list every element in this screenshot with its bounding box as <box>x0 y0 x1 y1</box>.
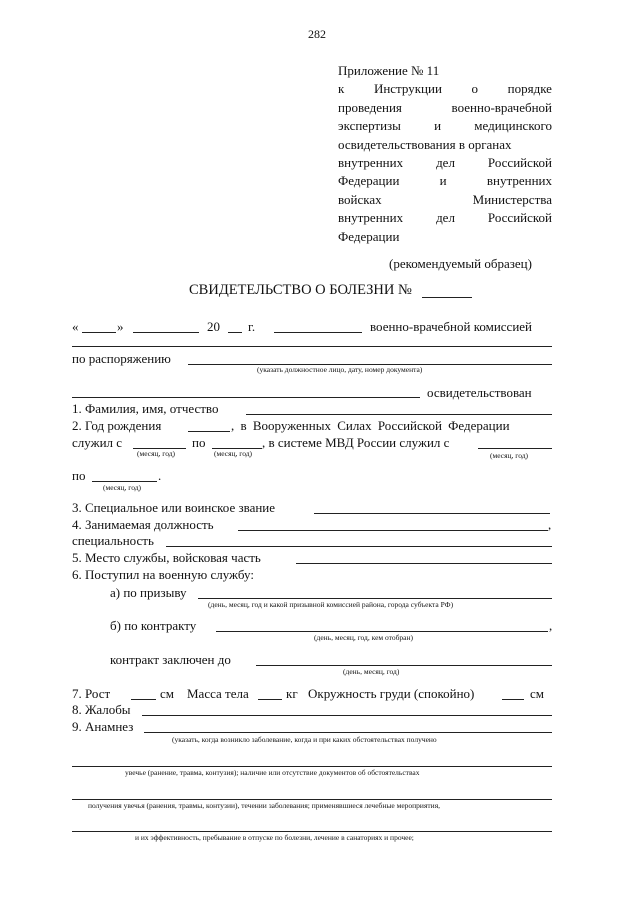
appendix-line <box>338 117 552 135</box>
appendix-word: внутренних <box>338 210 404 226</box>
field-3-label: 3. Специальное или воинское звание <box>72 500 276 515</box>
appendix-word: Российской <box>487 155 552 171</box>
field-5-input[interactable] <box>296 563 552 564</box>
appendix-word: военно-врачебной <box>451 99 552 115</box>
appendix-line <box>338 136 552 154</box>
appendix-line <box>338 191 552 209</box>
examined-label: освидетельствован <box>427 385 532 400</box>
field-9-hint-3: получения увечья (ранения, травмы, контузии), течении заболевания; применявшиеся лечебные мероприятия, <box>88 801 441 810</box>
day-field[interactable] <box>82 332 116 333</box>
chest-label: Окружность груди (спокойно) <box>308 686 475 701</box>
field-9-hint-4: и их эффективность, пребывание в отпуске по болезни, лечение в санаториях и прочее; <box>135 833 414 842</box>
appendix-word: экспертизы <box>338 118 401 134</box>
commission-line[interactable] <box>72 346 552 347</box>
served-from-hint: (месяц, год) <box>137 449 176 458</box>
appendix-word: медицинского <box>474 118 552 134</box>
quote-open: « <box>72 319 79 334</box>
field-6-label: 6. Поступил на военную службу: <box>72 567 254 582</box>
appendix-word: проведения <box>338 99 402 115</box>
contract-input[interactable] <box>256 665 552 666</box>
field-6b-label: б) по контракту <box>110 618 197 633</box>
appendix-word: к <box>338 81 345 97</box>
field-1-label: 1. Фамилия, имя, отчество <box>72 401 219 416</box>
specialty-label: специальность <box>72 533 154 548</box>
appendix-word: освидетельствования в органах <box>338 136 512 152</box>
appendix-word: и <box>439 173 447 189</box>
height-field[interactable] <box>131 699 156 700</box>
by-order-label: по распоряжению <box>72 351 171 366</box>
mvd-to-hint: (месяц, год) <box>103 483 142 492</box>
commission-label: военно-врачебной комиссией <box>370 319 533 334</box>
field-8-input[interactable] <box>142 715 552 716</box>
appendix-line <box>338 228 552 246</box>
weight-label: Масса тела <box>187 686 249 701</box>
appendix-word: внутренних <box>338 155 404 171</box>
quote-close: » <box>117 319 124 334</box>
anamnesis-line-3[interactable] <box>72 799 552 800</box>
appendix-line <box>338 99 552 117</box>
field-5-label: 5. Место службы, войсковая часть <box>72 550 261 565</box>
contract-label: контракт заключен до <box>110 652 231 667</box>
field-9-hint-2: увечье (ранение, травма, контузия); наличие или отсутствие документов об обстоятельствах <box>125 768 420 777</box>
field-8-label: 8. Жалобы <box>72 702 131 717</box>
appendix-line <box>338 80 552 98</box>
weight-field[interactable] <box>258 699 282 700</box>
field-2-armed-forces: , в Вооруженных Силах Российской Федерации <box>231 418 510 433</box>
page-number: 282 <box>308 27 326 41</box>
examined-field[interactable] <box>72 397 420 398</box>
field-6a-label: а) по призыву <box>110 585 187 600</box>
appendix-word: порядке <box>507 81 552 97</box>
field-9-input[interactable] <box>144 732 552 733</box>
year-field[interactable] <box>228 332 242 333</box>
appendix-line <box>338 209 552 227</box>
certificate-number-field[interactable] <box>422 297 472 298</box>
weight-unit: кг <box>286 686 298 701</box>
appendix-text <box>338 80 552 246</box>
appendix-title: Приложение № 11 <box>338 63 440 78</box>
anamnesis-line-2[interactable] <box>72 766 552 767</box>
appendix-word: Российской <box>487 210 552 226</box>
field-6a-input[interactable] <box>198 598 552 599</box>
field-9-label: 9. Анамнез <box>72 719 134 734</box>
field-7-height-label: 7. Рост <box>72 686 111 701</box>
mvd-served-field[interactable] <box>478 448 552 449</box>
date-extra-field[interactable] <box>274 332 362 333</box>
field-6b-input[interactable] <box>216 631 548 632</box>
birth-year-field[interactable] <box>188 431 230 432</box>
appendix-word: войсках <box>338 191 382 207</box>
appendix-word: и <box>434 118 442 134</box>
document-title: СВИДЕТЕЛЬСТВО О БОЛЕЗНИ № <box>189 282 412 298</box>
field-4-comma: , <box>548 517 552 532</box>
field-4-input[interactable] <box>238 530 548 531</box>
mvd-served-hint: (месяц, год) <box>490 451 529 460</box>
mvd-to-label: по <box>72 468 86 483</box>
field-6b-hint: (день, месяц, год, кем отобран) <box>314 633 414 642</box>
month-field[interactable] <box>133 332 199 333</box>
anamnesis-line-4[interactable] <box>72 831 552 832</box>
field-9-hint-1: (указать, когда возникло заболевание, когда и при каких обстоятельствах получено <box>172 735 437 744</box>
mvd-to-period: . <box>158 468 162 483</box>
field-6a-hint: (день, месяц, год и какой призывной комиссией района, города субъекта РФ) <box>208 600 454 609</box>
year-label: 20 <box>207 319 220 334</box>
served-to-hint: (месяц, год) <box>214 449 253 458</box>
field-3-input[interactable] <box>314 513 550 514</box>
appendix-block <box>338 62 552 246</box>
field-2-label: 2. Год рождения <box>72 418 162 433</box>
contract-hint: (день, месяц, год) <box>343 667 400 676</box>
appendix-word: Федерации <box>338 173 400 189</box>
appendix-line <box>338 154 552 172</box>
height-unit: см <box>160 686 174 701</box>
appendix-word: Федерации <box>338 228 400 244</box>
served-to-label: по <box>192 435 206 450</box>
appendix-word: Министерства <box>472 191 552 207</box>
mvd-to-field[interactable] <box>92 481 157 482</box>
appendix-word: внутренних <box>486 173 552 189</box>
year-suffix: г. <box>248 319 256 334</box>
chest-unit: см <box>530 686 544 701</box>
chest-field[interactable] <box>502 699 524 700</box>
appendix-line <box>338 172 552 190</box>
field-4-label: 4. Занимаемая должность <box>72 517 214 532</box>
specialty-input[interactable] <box>166 546 552 547</box>
field-6b-comma: , <box>549 618 553 633</box>
appendix-word: дел <box>436 155 455 171</box>
served-from-label: служил с <box>72 435 123 450</box>
appendix-word: о <box>471 81 479 97</box>
appendix-word: дел <box>436 210 455 226</box>
appendix-word: Инструкции <box>373 81 442 97</box>
sample-note: (рекомендуемый образец) <box>389 256 532 271</box>
by-order-hint: (указать должностное лицо, дату, номер документа) <box>257 365 423 374</box>
field-1-input[interactable] <box>246 414 552 415</box>
mvd-served-label: , в системе МВД России служил с <box>262 435 450 450</box>
